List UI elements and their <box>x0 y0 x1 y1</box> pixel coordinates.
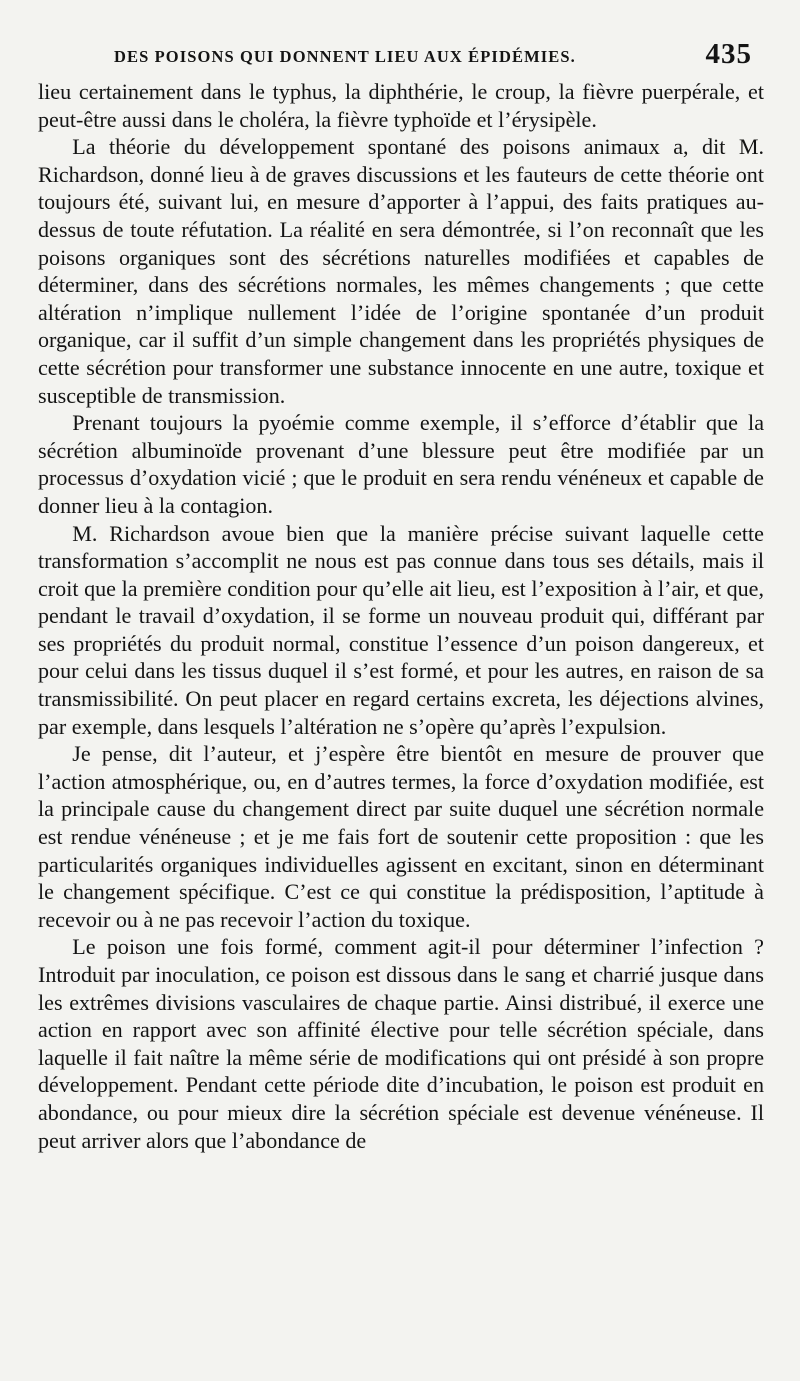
paragraph: M. Richardson avoue bien que la manière précise suivant laquelle cette transformation s’accomplit ne nous est pas connue dans tous ses détails, mais il croit que la première condition pour qu’elle ait lieu, est l’exposition à l’air, et que, pendant le travail d’oxydation, il se forme un nouveau produit qui, différant par ses propriétés du produit normal, constitue l’essence d’un poison dangereux, et pour celui dans les tissus duquel il s’est formé, et pour les autres, en raison de sa transmissibilité. On peut placer en regard certains excreta, les déjections alvines, par exemple, dans lesquels l’altération ne s’opère qu’après l’expulsion. <box>38 520 764 739</box>
paragraph: Je pense, dit l’auteur, et j’espère être bientôt en mesure de prouver que l’action atmosphérique, ou, en d’autres termes, la force d’oxydation modifiée, est la principale cause du changement direct par suite duquel une sécrétion normale est rendue vénéneuse ; et je me fais fort de soutenir cette proposition : que les particularités organiques individuelles agissent en excitant, sinon en déterminant le changement spécifique. C’est ce qui constitue la prédisposition, l’aptitude à recevoir ou à ne pas recevoir l’action du toxique. <box>38 741 764 932</box>
page-header <box>38 30 764 74</box>
running-head: DES POISONS QUI DONNENT LIEU AUX ÉPIDÉMIES. <box>114 47 576 66</box>
paragraph: lieu certainement dans le typhus, la diphthérie, le croup, la fièvre puerpérale, et peut-être aussi dans le choléra, la fièvre typhoïde et l’érysipèle. <box>38 79 764 132</box>
body-text <box>38 78 764 1154</box>
paragraph: La théorie du développement spontané des poisons animaux a, dit M. Richardson, donné lieu à de graves discussions et les fauteurs de cette théorie ont toujours été, suivant lui, en mesure d’apporter à l’appui, des faits pratiques au-dessus de toute réfutation. La réalité en sera démontrée, si l’on reconnaît que les poisons organiques sont des sécrétions naturelles modifiées et capables de déterminer, dans des sécrétions normales, les mêmes changements ; que cette altération n’implique nullement l’idée de l’origine spontanée d’un produit organique, car il suffit d’un simple changement dans les propriétés physiques de cette sécrétion pour transformer une substance innocente en une autre, toxique et susceptible de transmission. <box>38 134 764 408</box>
paragraph: Prenant toujours la pyoémie comme exemple, il s’efforce d’établir que la sécrétion albuminoïde provenant d’une blessure peut être modifiée par un processus d’oxydation vicié ; que le produit en sera rendu vénéneux et capable de donner lieu à la contagion. <box>38 410 764 518</box>
page-number: 435 <box>705 38 752 70</box>
paragraph: Le poison une fois formé, comment agit-il pour déterminer l’infection ? Introduit par inoculation, ce poison est dissous dans le sang et charrié jusque dans les extrêmes divisions vasculaires de chaque partie. Ainsi distribué, il exerce une action en rapport avec son affinité élective pour telle sécrétion spéciale, dans laquelle il fait naître la même série de modifications qui ont présidé à son propre développement. Pendant cette période dite d’incubation, le poison est produit en abondance, ou pour mieux dire la sécrétion spéciale est devenue vénéneuse. Il peut arriver alors que l’abondance de <box>38 934 764 1153</box>
